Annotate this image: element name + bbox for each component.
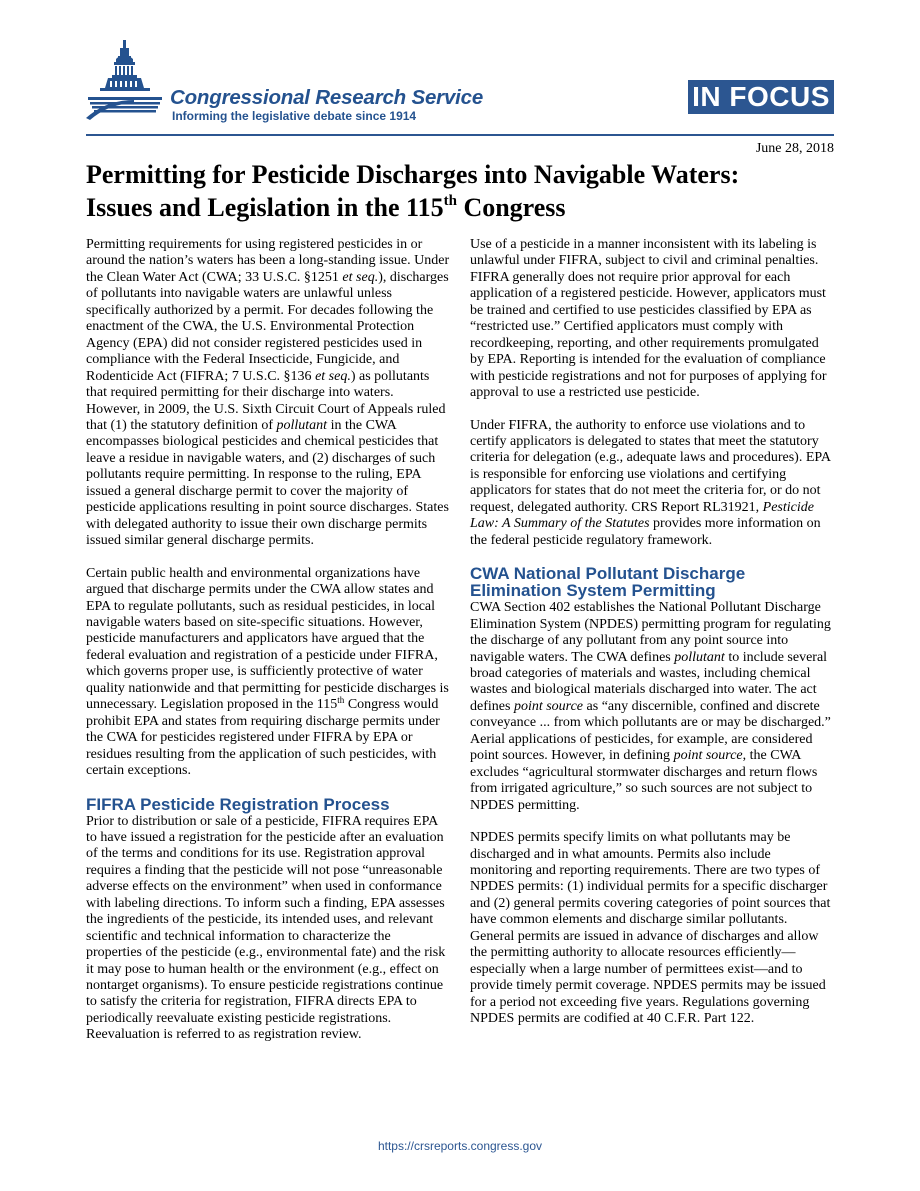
text-run: Congress would prohibit EPA and states from requiring discharge permits under the CWA for pesticides registered under FIFRA by EPA or residues resulting from the application of such pesticides, with certain exceptions. [86, 697, 440, 779]
text-run: to include several broad categories of materials and wastes, including chemical wastes and biological materials discharged into water. The act defines [470, 649, 828, 714]
text-run: Permitting requirements for using registered pesticides in or around the nation’s waters has been a long-standing issue. Under the Clean Water Act (CWA; 33 U.S.C. §1251 [86, 237, 450, 285]
ordinal-sup: th [337, 695, 345, 706]
right-column [470, 237, 834, 1043]
left-column [86, 237, 450, 1060]
title-line1: Permitting for Pesticide Discharges into Navigable Waters: [86, 160, 740, 189]
text-run: CWA Section 402 establishes the National Pollutant Discharge Elimination System (NPDES) permitting program for regulating the discharge of any pollutant from any point source into navigable waters. The CWA defines [470, 600, 831, 665]
text-run: , the CWA excludes “agricultural stormwater discharges and return flows from irrigated agriculture,” so such sources are not subject to NPDES permitting. [470, 748, 818, 813]
in-focus-badge: IN FOCUS [688, 80, 834, 114]
intro-paragraph [86, 237, 450, 550]
italic-run: pollutant [276, 417, 328, 433]
org-tagline: Informing the legislative debate since 1914 [172, 109, 417, 123]
page-title [86, 158, 834, 224]
italic-run: et seq. [342, 269, 379, 285]
italic-run: point source [513, 698, 584, 714]
text-run: Certain public health and environmental organizations have argued that discharge permits under the CWA allow states and EPA to regulate pollutants, such as residual pesticides, in local navigable waters based on site-specific situations. However, pesticide manufacturers and applicators have argued that the federal evaluation and registration of a pesticide under FIFRA, which governs proper use, is sufficiently protective of water quality nationwide and that permitting for pesticide discharges is unnecessary. Legislation proposed in the 115 [86, 565, 449, 713]
section-heading-fifra: FIFRA Pesticide Registration Process [86, 794, 390, 814]
fifra-paragraph: Prior to distribution or sale of a pesticide, FIFRA requires EPA to have issued a registration for the pesticide after an evaluation of the terms and conditions for its use. Registration approval requires a finding that the pesticide will not pose “unreasonable adverse effects on the environment” when used in conformance with labeling directions. To inform such a finding, EPA assesses the ingredients of the pesticide, its intended uses, and relevant scientific and technical information to characterize the properties of the pesticide (e.g., environmental fate) and the risk it may pose to human health or the environment (e.g., effect on nontarget organisms). To ensure pesticide registrations continue to satisfy the criteria for registration, FIFRA directs EPA to periodically reevaluate existing pesticide registrations. Reevaluation is referred to as registration review. [86, 813, 446, 1043]
title-ordinal: th [443, 193, 457, 209]
footer-url[interactable]: https://crsreports.congress.gov [377, 1139, 543, 1153]
section-heading-npdes: CWA National Pollutant Discharge Elimination System Permitting [470, 564, 746, 601]
text-run: provides more information on the federal pesticide regulatory framework. [470, 516, 821, 548]
header-divider [86, 134, 834, 136]
italic-run: point source [673, 748, 743, 764]
use-paragraph: Use of a pesticide in a manner inconsistent with its labeling is unlawful under FIFRA, subject to civil and criminal penalties. FIFRA generally does not require prior approval for each application of a registered pesticide. However, applicators must be trained and certified to use pesticides classified by EPA as “restricted use.” Certified applicators must comply with recordkeeping, reporting, and other requirements promulgated by EPA. Reporting is intended for the evaluation of compliance with pesticide registrations and not for purposes of applying for approval to use a restricted use pesticide. [470, 237, 827, 401]
report-title: Pesticide Law: A Summary of the Statutes [470, 499, 814, 532]
text-run: ), discharges of pollutants into navigable waters are unlawful unless specifically authorized by a permit. For decades following the enactment of the CWA, the U.S. Environmental Protection Agency (EPA) did not consider registered pesticides used in compliance with the Federal Insecticide, Fungicide, and Rodenticide Act (FIFRA; 7 U.S.C. §136 [86, 269, 449, 384]
enforcement-paragraph [470, 418, 834, 550]
text-run: ) as pollutants that required permitting for their discharge into waters. However, in 2009, the U.S. Sixth Circuit Court of Appeals ruled that (1) the statutory definition of [86, 368, 446, 433]
npdes-paragraph [470, 600, 834, 814]
italic-run: pollutant [674, 649, 725, 665]
title-line2-post: Congress [456, 193, 566, 222]
publication-date: June 28, 2018 [755, 141, 834, 156]
capitol-dome-logo [86, 40, 166, 130]
arguments-paragraph [86, 566, 450, 780]
title-line2-pre: Issues and Legislation in the 115 [86, 193, 444, 222]
text-run: as “any discernible, confined and discrete conveyance ... from which pollutants are or may be discharged.” Aerial applications of pesticides, for example, are considered point sources. However, in defining [470, 698, 831, 764]
org-name: Congressional Research Service [170, 86, 484, 109]
permits-paragraph: NPDES permits specify limits on what pollutants may be discharged and in what amounts. Permits also include monitoring and reporting requirements. There are two types of NPDES permits: (1) individual permits for a specific discharger and (2) general permits covering categories of point sources that have common elements and discharge similar pollutants. General permits are issued in advance of discharges and allow the permitting authority to allocate resources efficiently—especially when a large number of permittees exist—and to provide timely permit coverage. NPDES permits may be issued for a period not exceeding five years. Regulations governing NPDES permits are codified at 40 C.F.R. Part 122. [470, 830, 831, 1027]
italic-run: et seq. [315, 368, 351, 384]
text-run: Under FIFRA, the authority to enforce use violations and to certify applicators is delegated to states that meet the statutory criteria for delegation (e.g., adequate laws and procedures). EPA is responsible for enforcing use violations and certifying applicators for states that do not meet the criteria for, or do not request, delegated authority. CRS Report RL31921, [470, 417, 831, 515]
text-run: in the CWA encompasses biological pesticides and chemical pesticides that leave a residue in navigable waters, and (2) discharges of such pollutants require permitting. In response to the ruling, EPA issued a general discharge permit to cover the majority of pesticide applications resulting in point source discharges. States with delegated authority to issue their own discharge permits issued similar general discharge permits. [86, 417, 449, 549]
